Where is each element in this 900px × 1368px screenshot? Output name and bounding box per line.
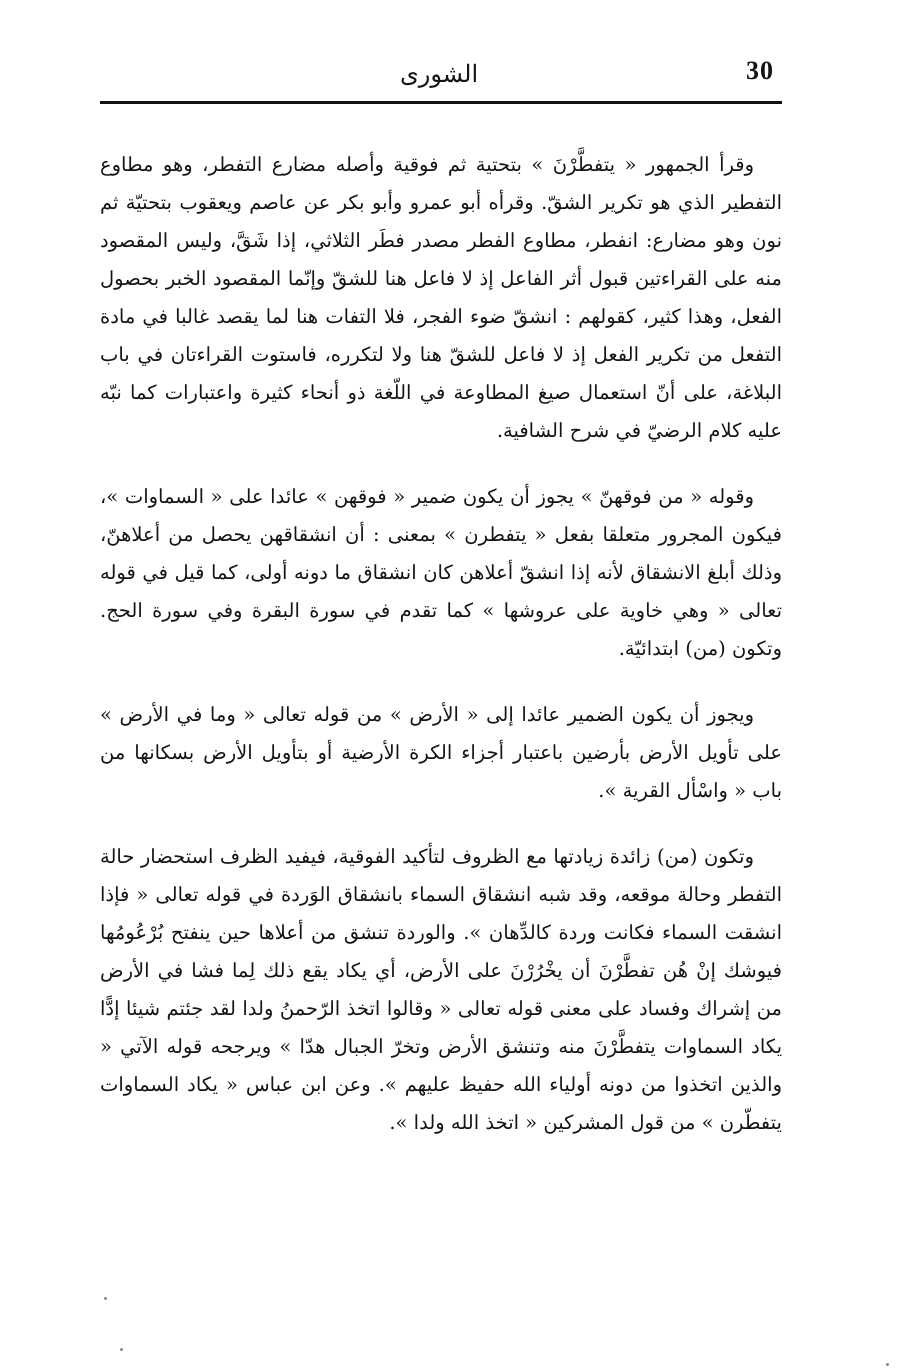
header-rule [100,101,782,104]
paragraph: وقرأ الجمهور « يتفطَّرْنَ » بتحتية ثم فوقية وأصله مضارع التفطر، وهو مطاوع التفطير الذي هو تكرير الشقّ. وقرأه أبو عمرو وأبو بكر عن عاصم ويعقوب بتحتيّة ثم نون وهو مضارع: انفطر، مطاوع الفطر مصدر فطَر الثلاثي، إذا شَقَّ، وليس المقصود منه على القراءتين قبول أثر الفاعل إذ لا فاعل هنا للشقّ وإنّما المقصود الخبر بحصول الفعل، وهذا كثير، كقولهم : انشقّ ضوء الفجر، فلا التفات هنا لما يقصد غالبا في مادة التفعل من تكرير الفعل إذ لا فاعل للشقّ هنا ولا لتكرره، فاستوت القراءتان في باب البلاغة، على أنّ استعمال صيغ المطاوعة في اللّغة ذو أنحاء كثيرة واعتبارات كما نبّه عليه كلام الرضيّ في شرح الشافية. [100,153,782,442]
paragraph: وقوله « من فوقهنّ » يجوز أن يكون ضمير « فوقهن » عائدا على « السماوات »، فيكون المجرور متعلقا بفعل « يتفطرن » بمعنى : أن انشقاقهن يحصل من أعلاهنّ، وذلك أبلغ الانشقاق لأنه إذا انشقّ أعلاهن كان انشقاق ما دونه أولى، كما قيل في قوله تعالى « وهي خاوية على عروشها » كما تقدم في سورة البقرة وفي سورة الحج. وتكون (من) ابتدائيّة. [100,485,782,660]
running-title: الشورى [400,60,479,88]
scan-speck [886,1363,889,1366]
scan-speck [120,1348,123,1351]
page-number: 30 [746,56,774,85]
paragraph: ويجوز أن يكون الضمير عائدا إلى « الأرض » من قوله تعالى « وما في الأرض » على تأويل الأرض بأرضين باعتبار أجزاء الكرة الأرضية أو بتأويل الأرض بسكانها من باب « واسْأل القرية ». [100,703,782,802]
scan-speck [104,1297,107,1300]
paragraph: وتكون (من) زائدة زيادتها مع الظروف لتأكيد الفوقية، فيفيد الظرف استحضار حالة التفطر وحالة موقعه، وقد شبه انشقاق السماء بانشقاق الوَردة في قوله تعالى « فإذا انشقت السماء فكانت وردة كالدِّهان ». والوردة تنشق من أعلاها حين ينفتح بُرْعُومُها فيوشك إنْ هُن تفطَّرْنَ أن يخْرُرْنَ على الأرض، أي يكاد يقع ذلك لِما فشا في الأرض من إشراك وفساد على معنى قوله تعالى « وقالوا اتخذ الرّحمنُ ولدا لقد جئتم شيئا إدًّا يكاد السماوات يتفطَّرْنَ منه وتنشق الأرض وتخرّ الجبال هدّا » ويرجحه قوله الآتي « والذين اتخذوا من دونه أولياء الله حفيظ عليهم ». وعن ابن عباس « يكاد السماوات يتفطّرن » من قول المشركين « اتخذ الله ولدا ». [100,845,782,1134]
body-text [100,146,782,1142]
page-header [100,56,780,100]
